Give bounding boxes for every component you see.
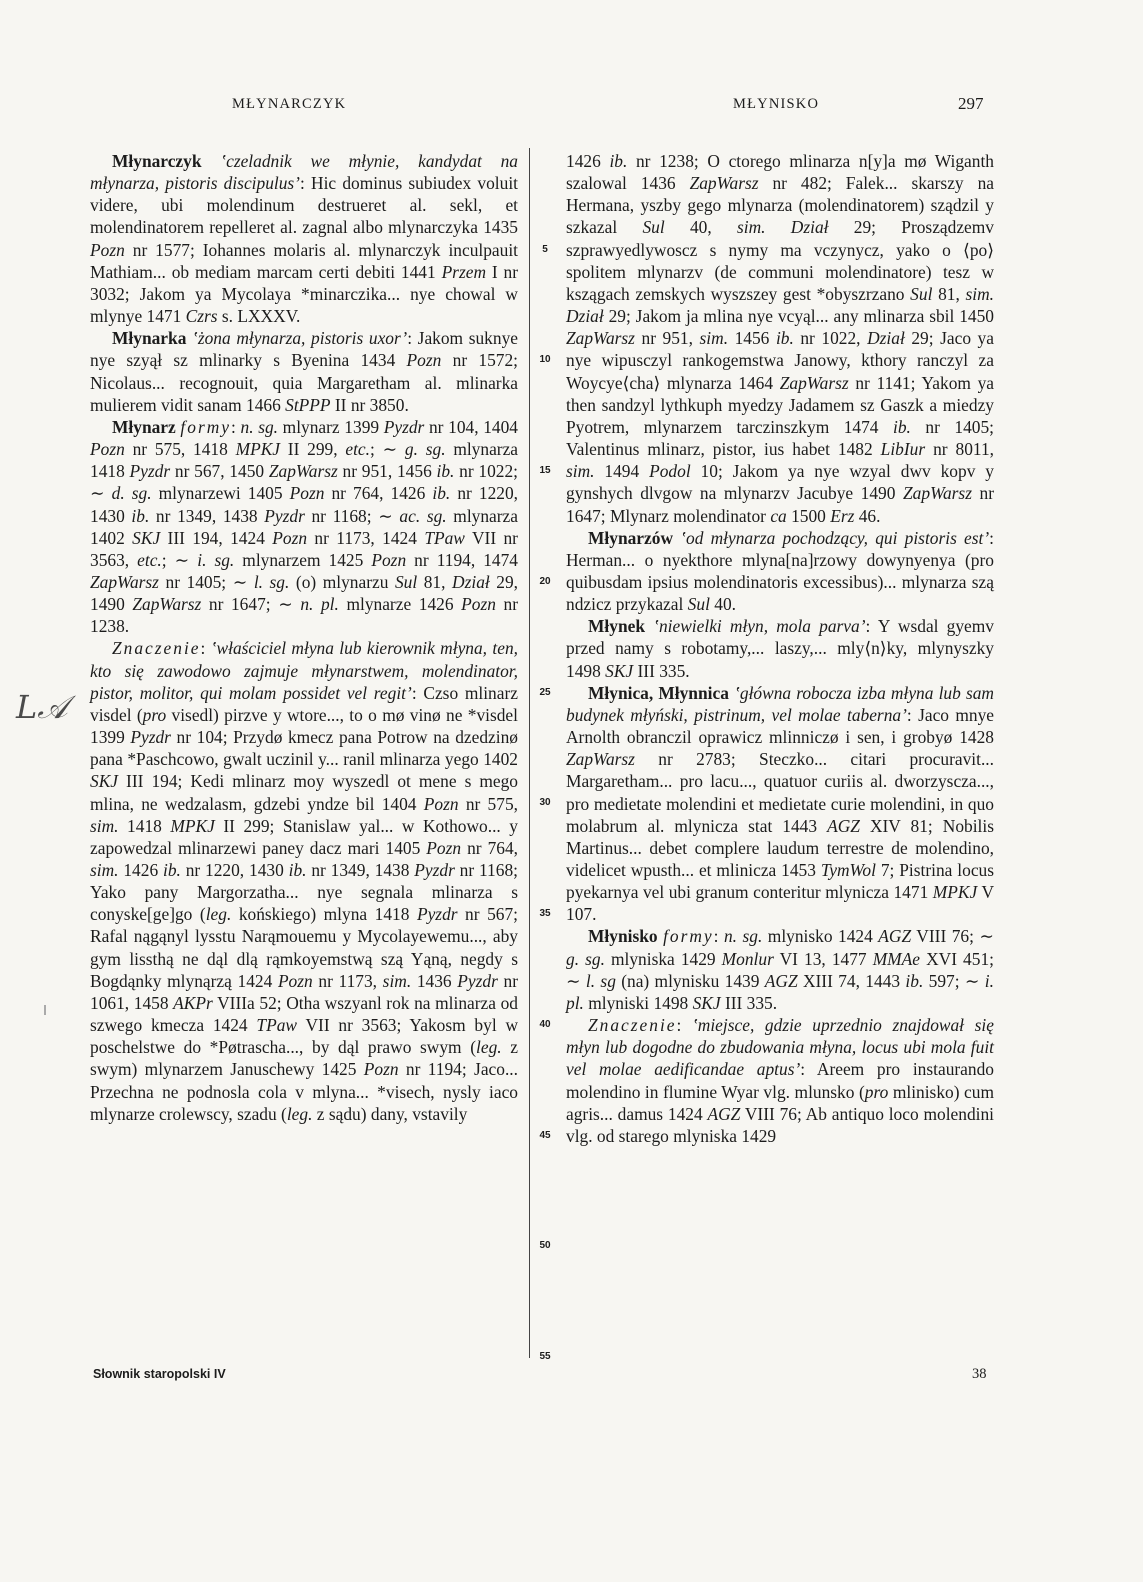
text-run: ib. [131, 505, 150, 526]
text-run: nr 1022; [454, 461, 518, 482]
text-run: LibIur [880, 439, 926, 460]
text-run: mlynarzewi 1405 [151, 483, 290, 504]
running-head [0, 96, 1143, 120]
text-run: Pyzdr [416, 904, 458, 925]
text-run: II 299; Stanislaw yal... w Kothowo... y zapowedzal mlinarzewi paney dacz mari 1405 [90, 815, 518, 858]
text-run: : Czso mlinarz visdel ( [90, 682, 518, 725]
text-run: ib. [162, 860, 181, 880]
text-run: nr 104, 1404 [424, 416, 518, 437]
text-run: Pyzdr [130, 727, 171, 748]
text-run: Pozn [363, 1059, 399, 1080]
text-run: StPPP [285, 394, 331, 415]
text-run: MPKJ [932, 882, 978, 903]
text-run: VI 13, 1477 [773, 948, 873, 969]
text-run: ∼ i. pl. [566, 970, 994, 1013]
text-run: ZapWarsz [566, 328, 635, 349]
entry-paragraph [90, 416, 518, 638]
text-run: Pozn [406, 350, 442, 371]
text-run: ∼ n. pl. [278, 594, 339, 615]
text-run: 7; Pistrina locus pyekarnya vel ubi granum conteritur mlynicza 1471 [566, 860, 995, 903]
text-run: II nr 3850. [330, 394, 409, 415]
text-run: sim. [90, 860, 119, 880]
text-run: nr 1647; Mlynarz molendinator [566, 483, 995, 526]
text-run: II 299, [280, 439, 346, 460]
text-run: visedl) pirzve y wtore..., to o mø vinø ne *visdel 1399 [90, 704, 518, 748]
headword: Młynek [588, 616, 646, 637]
text-run: nr 1168; Yako pany Margorzatha... nye segnala mlinarza s conyske[ge]go ( [90, 860, 518, 925]
text-run: : [231, 416, 241, 437]
text-run: (na) mlynisku 1439 [615, 970, 765, 991]
text-run: SKJ [90, 771, 119, 792]
text-run: nr 1061, 1458 [90, 970, 518, 1013]
text-run: : [713, 926, 724, 947]
text-run: nr 764, 1426 [324, 483, 433, 504]
text-run: : Areem pro instaurando molendino in flumine Wyar vlg. mlunsko ( [566, 1059, 994, 1102]
text-run: ib. [609, 151, 628, 171]
line-number: 35 [539, 908, 551, 920]
text-run: : Herman... o nyekthore mlyna[na]rzowy dowynyenya (pro quibusdam ipsius molendinatoris excessibus)... mlynarza szą ndzicz przykazal [566, 527, 994, 615]
text-run: 46. [854, 505, 881, 526]
text-run: Czrs [185, 306, 218, 327]
entry-paragraph [566, 682, 994, 926]
text-run: VIII 76; Ab antiquo loco molendini vlg. od starego mlyniska 1429 [566, 1103, 994, 1146]
text-run: ʽgłówna robocza izba młyna lub sam budynek młyński, pistrinum, vel molae taberna’ [566, 682, 994, 725]
text-run: ib. [288, 860, 307, 880]
text-run: Pyzdr [129, 461, 171, 482]
text-run: 1500 [786, 505, 831, 526]
text-run: mlynarz 1399 [278, 416, 384, 437]
headword: Młynarzów [588, 527, 674, 548]
line-number: 45 [539, 1129, 551, 1141]
text-run: ∼ d. sg. [90, 483, 152, 504]
text-run: 1426 [566, 151, 610, 171]
text-run: nr 951, [634, 328, 700, 349]
text-run: III 335. [633, 660, 690, 681]
text-run: 1494 [594, 461, 650, 482]
headword: Młynarka [112, 328, 187, 349]
text-run: Pozn [289, 483, 325, 504]
right-column [566, 150, 994, 1147]
text-run: : [200, 638, 211, 659]
text-run: etc. [137, 549, 162, 570]
text-run: sim. [737, 217, 766, 238]
text-run: Pozn [423, 793, 459, 814]
text-run: III 194; Kedi mlinarz moy wyszedl ot mene s mego mlina, ne wedzalasm, gdzebi yndze bil 1404 [90, 771, 518, 814]
text-run: nr 1238. [90, 594, 518, 637]
text-run: III 335. [720, 992, 778, 1013]
text-run: MMAe [872, 948, 921, 969]
text-run: ʽod młynarza pochodzący, qui pistoris est’ [680, 527, 990, 548]
text-run: mlynarza 1418 [90, 439, 519, 482]
text-run: mlynarza 1402 [90, 505, 518, 548]
text-run: Dział [566, 306, 604, 327]
text-run: pro [864, 1081, 889, 1102]
text-run: nr 1349, 1438 [306, 860, 415, 880]
text-run: Sul [642, 217, 665, 238]
text-run: Podol [649, 461, 691, 482]
text-run: Dział [867, 328, 905, 349]
text-run: Sul [687, 594, 710, 615]
entry-paragraph [90, 637, 518, 1124]
text-run: SKJ [132, 527, 161, 548]
text-run: AGZ [878, 926, 912, 947]
text-run: : Y wsdal gyemv przed namy s robotamy,... laszy,... mly⟨n⟩ky, mlynyszky 1498 [566, 616, 994, 681]
text-run: 10; Jakom ya nye wzyal dwv kopv y gynshych dlvgow na mlynarzv Jacubye 1490 [566, 461, 994, 504]
text-run: nr 567, 1450 [170, 461, 269, 482]
text-run: nr 1577; Iohannes molaris al. mlynarczyk inculpauit Mathiam... ob mediam marcam certi debiti 1441 [90, 239, 518, 282]
text-run: TymWol [820, 860, 876, 880]
text-run: ZapWarsz [132, 594, 202, 615]
text-run: n. sg. [723, 926, 763, 947]
text-run: nr 1220, 1430 [90, 483, 519, 526]
text-run: Pyzdr [414, 860, 455, 880]
text-run: 40, [664, 217, 737, 238]
text-run: nr 8011, [925, 439, 995, 460]
text-run: ZapWarsz [689, 173, 759, 194]
text-run: 29; Jaco ya nye wipusczyl rankogemstwa Janowy, kthory ranczyl za Woycye⟨cha⟩ mlynarza 1464 [566, 328, 994, 393]
text-run: Pozn [90, 439, 125, 460]
text-run: nr 1220, 1430 [180, 860, 289, 880]
text-run: VIIIa 52; Otha wszyanl rok na mlinarza od szwego kmecza 1424 [90, 992, 518, 1036]
text-run: pro [142, 704, 167, 725]
text-run: nr 1647; [201, 594, 279, 615]
text-run: ∼ l. sg. [232, 571, 290, 592]
column-divider [529, 148, 530, 1358]
text-run: XIII 74, 1443 [797, 970, 906, 991]
text-run: SKJ [692, 992, 721, 1013]
text-run: 1426 [118, 860, 163, 880]
text-run: Znaczenie [588, 1015, 677, 1036]
text-run: ; [161, 549, 175, 570]
text-run: ZapWarsz [566, 749, 635, 770]
text-run: AKPr [173, 992, 213, 1013]
line-number: 55 [539, 1351, 551, 1363]
text-run: ca [770, 505, 787, 526]
text-run: mlynarze 1426 [338, 594, 462, 615]
text-run: 29; Prosządzemv szprawyedlywoscz s nymy ma vczynycz, yako o ⟨po⟩spolitem mlynarzv (de communi molendinatore) tesz w kszągach zemskych wyszszey gest *obyszrzano [566, 217, 994, 304]
text-run: ʽczeladnik we młynie, kandydat na młynarza, pistoris discipulus’ [90, 151, 519, 194]
text-run: n. sg. [240, 416, 279, 437]
page-number: 297 [958, 94, 984, 113]
entry-paragraph [566, 527, 994, 616]
text-run: formy [180, 416, 231, 437]
text-run: nr 482; Falek... skarszy na Hermana, yszby gego mlynarza (molendinatorem) sządzil y szkazal [566, 173, 994, 238]
text-run: mlynarzem 1425 [234, 549, 372, 570]
text-run: XVI 451; [920, 948, 994, 969]
text-run: nr 104; Przydø kmecz pana Potrow na dzedzinø pana *Paschcowo, gwalt uczinil y... ranil mlinarza yego 1402 [90, 727, 518, 770]
line-number: 5 [542, 243, 548, 255]
margin-speck [44, 1005, 46, 1015]
footer-signature: 38 [972, 1366, 987, 1382]
text-run: nr 1194, 1474 [406, 549, 518, 570]
text-run: nr 575, [458, 793, 518, 814]
text-run: Monlur [721, 948, 774, 969]
text-run: końskiego) mlyna 1418 [231, 904, 417, 925]
text-run: nr 1405; [158, 571, 233, 592]
line-number: 30 [539, 797, 551, 809]
text-run [202, 151, 221, 171]
text-run [645, 616, 653, 636]
text-run: 1456 [728, 328, 776, 349]
text-run: AGZ [707, 1103, 741, 1124]
footer-title: Słownik staropolski IV [93, 1367, 226, 1381]
text-run: TPaw [424, 527, 465, 548]
handwritten-margin-mark: L𝒜 [16, 688, 68, 726]
text-run: nr 1173, 1424 [307, 527, 425, 548]
text-run: TPaw [256, 1015, 297, 1036]
text-run: ib. [775, 328, 794, 349]
text-run: Pyzdr [457, 970, 498, 991]
text-run: Dział [452, 571, 490, 592]
text-run: ∼ i. sg. [174, 549, 235, 570]
text-run: s. LXXXV. [217, 306, 301, 327]
text-run: nr 575, 1418 [124, 439, 236, 460]
text-run: Dział [790, 217, 829, 238]
text-run: leg. [205, 904, 232, 925]
text-run: 1418 [118, 815, 171, 836]
text-run: Pozn [426, 837, 462, 858]
text-run: sim. [90, 815, 119, 836]
text-run: I nr 3032; Jakom ya Mycolaya *minarczika... nye chowal w mlynye 1471 [90, 261, 519, 327]
text-run: : [676, 1015, 692, 1036]
text-run: Pozn [90, 239, 125, 260]
entry-paragraph [90, 150, 518, 327]
text-run: 1436 [411, 970, 458, 991]
text-run: nr 764, [461, 837, 519, 858]
text-run: nr 1238; O ctorego mlinarza n[y]a mø Wiganth szalowal 1436 [566, 151, 994, 194]
text-run: sim. [699, 328, 729, 349]
text-run: : Jaco mnye Arnolth obranczil oprawicz mlinniczø i sen, i grobyø 1428 [566, 704, 994, 748]
entry-paragraph [566, 615, 994, 681]
text-run: nr 567; Rafal nągąnyl lysstu Narąmouemu y Mycolayewemu..., aby gym lissthą ne dąl dlą rąmkoyemstwą szą Yąną, negdy s Bogdąnky mlynąrzą 1424 [90, 904, 518, 991]
text-run: nr 1405; Valentinus mlinarz, pistor, ius habet 1482 [566, 416, 994, 460]
text-run: MPKJ [170, 815, 215, 836]
text-run: mlinisko) cum agris... damus 1424 [566, 1081, 994, 1124]
text-run: etc. [345, 439, 370, 460]
text-run: nr 1572; Nicolaus... recognouit, quia Margaretham al. mlinarka mulierem vidit sanam 1466 [90, 350, 518, 415]
text-run: : Hic dominus subiudex voluit videre, ubi molendinum destrueret al. sekl, et molendinatorem repelleret al. zagnal albo mlynarczyka 1435 [90, 173, 518, 238]
entry-paragraph [566, 1014, 994, 1147]
text-run: Pyzdr [383, 416, 425, 437]
text-run: ∼ ac. sg. [378, 505, 447, 526]
text-run: ∼ g. sg. [566, 926, 994, 969]
text-run: leg. [476, 1037, 502, 1058]
text-run: nr 1349, 1438 [149, 505, 265, 526]
text-run: ; [369, 439, 383, 460]
text-run: ib. [436, 461, 455, 482]
text-run: VII nr 3563, [90, 527, 518, 570]
text-run: ZapWarsz [903, 483, 972, 504]
text-run: mlyniska 1429 [604, 948, 722, 969]
text-run: ʽniewielki młyn, mola parva’ [653, 616, 866, 637]
text-run: : Jakom suknye nye szyął sz mlinarky s Byenina 1434 [90, 328, 518, 371]
text-run: formy [663, 926, 714, 947]
text-run: 40. [709, 594, 736, 615]
text-run: nr 1141; Yakom ya then sandzyl lythkuph myedzy Jadamem sz Gaszk a miedzy Pyotrem, mlynarzem tarczinszkym 1474 [566, 372, 994, 437]
headword: Młynica, Młynnica [588, 682, 729, 703]
text-run: nr 1194; Jaco... Przechna ne podnosla cola v mlyna... *visech, nysly iaco mlynarze crolewscy, szadu ( [90, 1059, 518, 1124]
text-run: ib. [905, 970, 924, 991]
text-run: 81, [932, 283, 966, 304]
entry-paragraph [566, 925, 994, 1014]
text-run: ʽwłaściciel młyna lub kierownik młyna, ten, kto się zawodowo zajmuje młynarstwem, molendinator, pistor, molitor, qui molam possidet vel regit’ [90, 638, 518, 703]
text-run: AGZ [764, 970, 798, 991]
text-run: XIV 81; Nobilis Martinus... debet complere laudum terrestre de molendino, videlicet wpusth... et mlinicza 1453 [566, 815, 994, 880]
text-run: mlynisko 1424 [762, 926, 879, 947]
text-run: 29, 1490 [90, 571, 519, 615]
line-number: 25 [539, 686, 551, 698]
text-run: nr 2783; Steczko... citari procuravit... Margaretham... pro lacu..., quatuor curiis al. dworzyscza..., pro medietate molendini et medietate curie molendini, in quo molabrum al. mlynicza stat 1443 [566, 749, 994, 836]
text-run: MPKJ [235, 439, 281, 460]
text-run: AGZ [827, 815, 860, 836]
text-run: Sul [910, 283, 933, 304]
text-run: sim. [566, 461, 595, 482]
text-run: ib. [432, 483, 451, 504]
text-run: III 194, 1424 [160, 527, 273, 548]
text-run: nr 951, 1456 [337, 461, 437, 482]
text-run: ∼ g. sg. [382, 439, 446, 460]
text-run: Pozn [277, 970, 313, 991]
text-run: Pozn [371, 549, 407, 570]
text-run: ib. [893, 416, 911, 437]
text-run: VIII 76; [911, 926, 980, 947]
text-run: sim. [382, 970, 412, 991]
text-run: Pozn [461, 594, 496, 615]
text-run: leg. [286, 1103, 313, 1124]
line-number: 20 [539, 575, 551, 587]
text-run [766, 217, 791, 237]
text-run: nr 1168; [304, 505, 379, 526]
text-run: ʽmiejsce, gdzie uprzednio znajdował się młyn lub dogodne do zbudowania młyna, locus ubi mola fuit vel molae aedificandae aptus’ [566, 1015, 994, 1080]
text-run: ZapWarsz [779, 372, 849, 393]
line-number: 40 [539, 1018, 551, 1030]
text-run: mlyniski 1498 [583, 992, 693, 1013]
text-run: 29; Jakom ja mlina nye vcyąl... any mlinarza sbil 1450 [603, 306, 994, 327]
line-number: 15 [539, 465, 551, 477]
headword: Młynarz [112, 416, 176, 437]
text-run: z swym) mlynarzem Januschewy 1425 [90, 1037, 518, 1080]
text-run: Sul [394, 571, 418, 592]
line-number: 50 [539, 1240, 551, 1252]
text-run: Znaczenie [112, 638, 201, 659]
headword: Młynisko [588, 926, 658, 947]
text-run: Erz [830, 505, 855, 526]
entry-paragraph [566, 150, 994, 527]
text-run: nr 1022, [793, 328, 868, 349]
running-head-left: MŁYNARCZYK [232, 96, 347, 112]
entry-paragraph [90, 327, 518, 416]
text-run: Pyzdr [264, 505, 305, 526]
text-run: SKJ [605, 660, 634, 681]
left-column [90, 150, 518, 1125]
text-run: ʽżona młynarza, pistoris uxor’ [192, 328, 408, 349]
text-run: ZapWarsz [90, 571, 159, 592]
text-run: nr 1173, [312, 970, 383, 991]
text-run: VII nr 3563; Yakosm byl w poschelstwe do *Pøtrascha..., by dąl prawo swym ( [90, 1015, 519, 1058]
text-run: (o) mlynarzu [289, 571, 395, 592]
text-run: z sądu) dany, vstavily [312, 1103, 468, 1124]
text-run: Przem [441, 261, 486, 282]
text-run: 81, [417, 571, 453, 592]
line-number: 10 [539, 354, 551, 366]
text-run: 597; [923, 970, 965, 991]
running-head-center: MŁYNISKO [733, 96, 820, 112]
text-run: Pozn [272, 527, 308, 548]
text-run: V 107. [566, 882, 995, 925]
text-run: sim. [965, 283, 995, 304]
text-run: ∼ l. sg [566, 970, 616, 991]
text-run: ZapWarsz [268, 461, 338, 482]
headword: Młynarczyk [112, 151, 202, 171]
